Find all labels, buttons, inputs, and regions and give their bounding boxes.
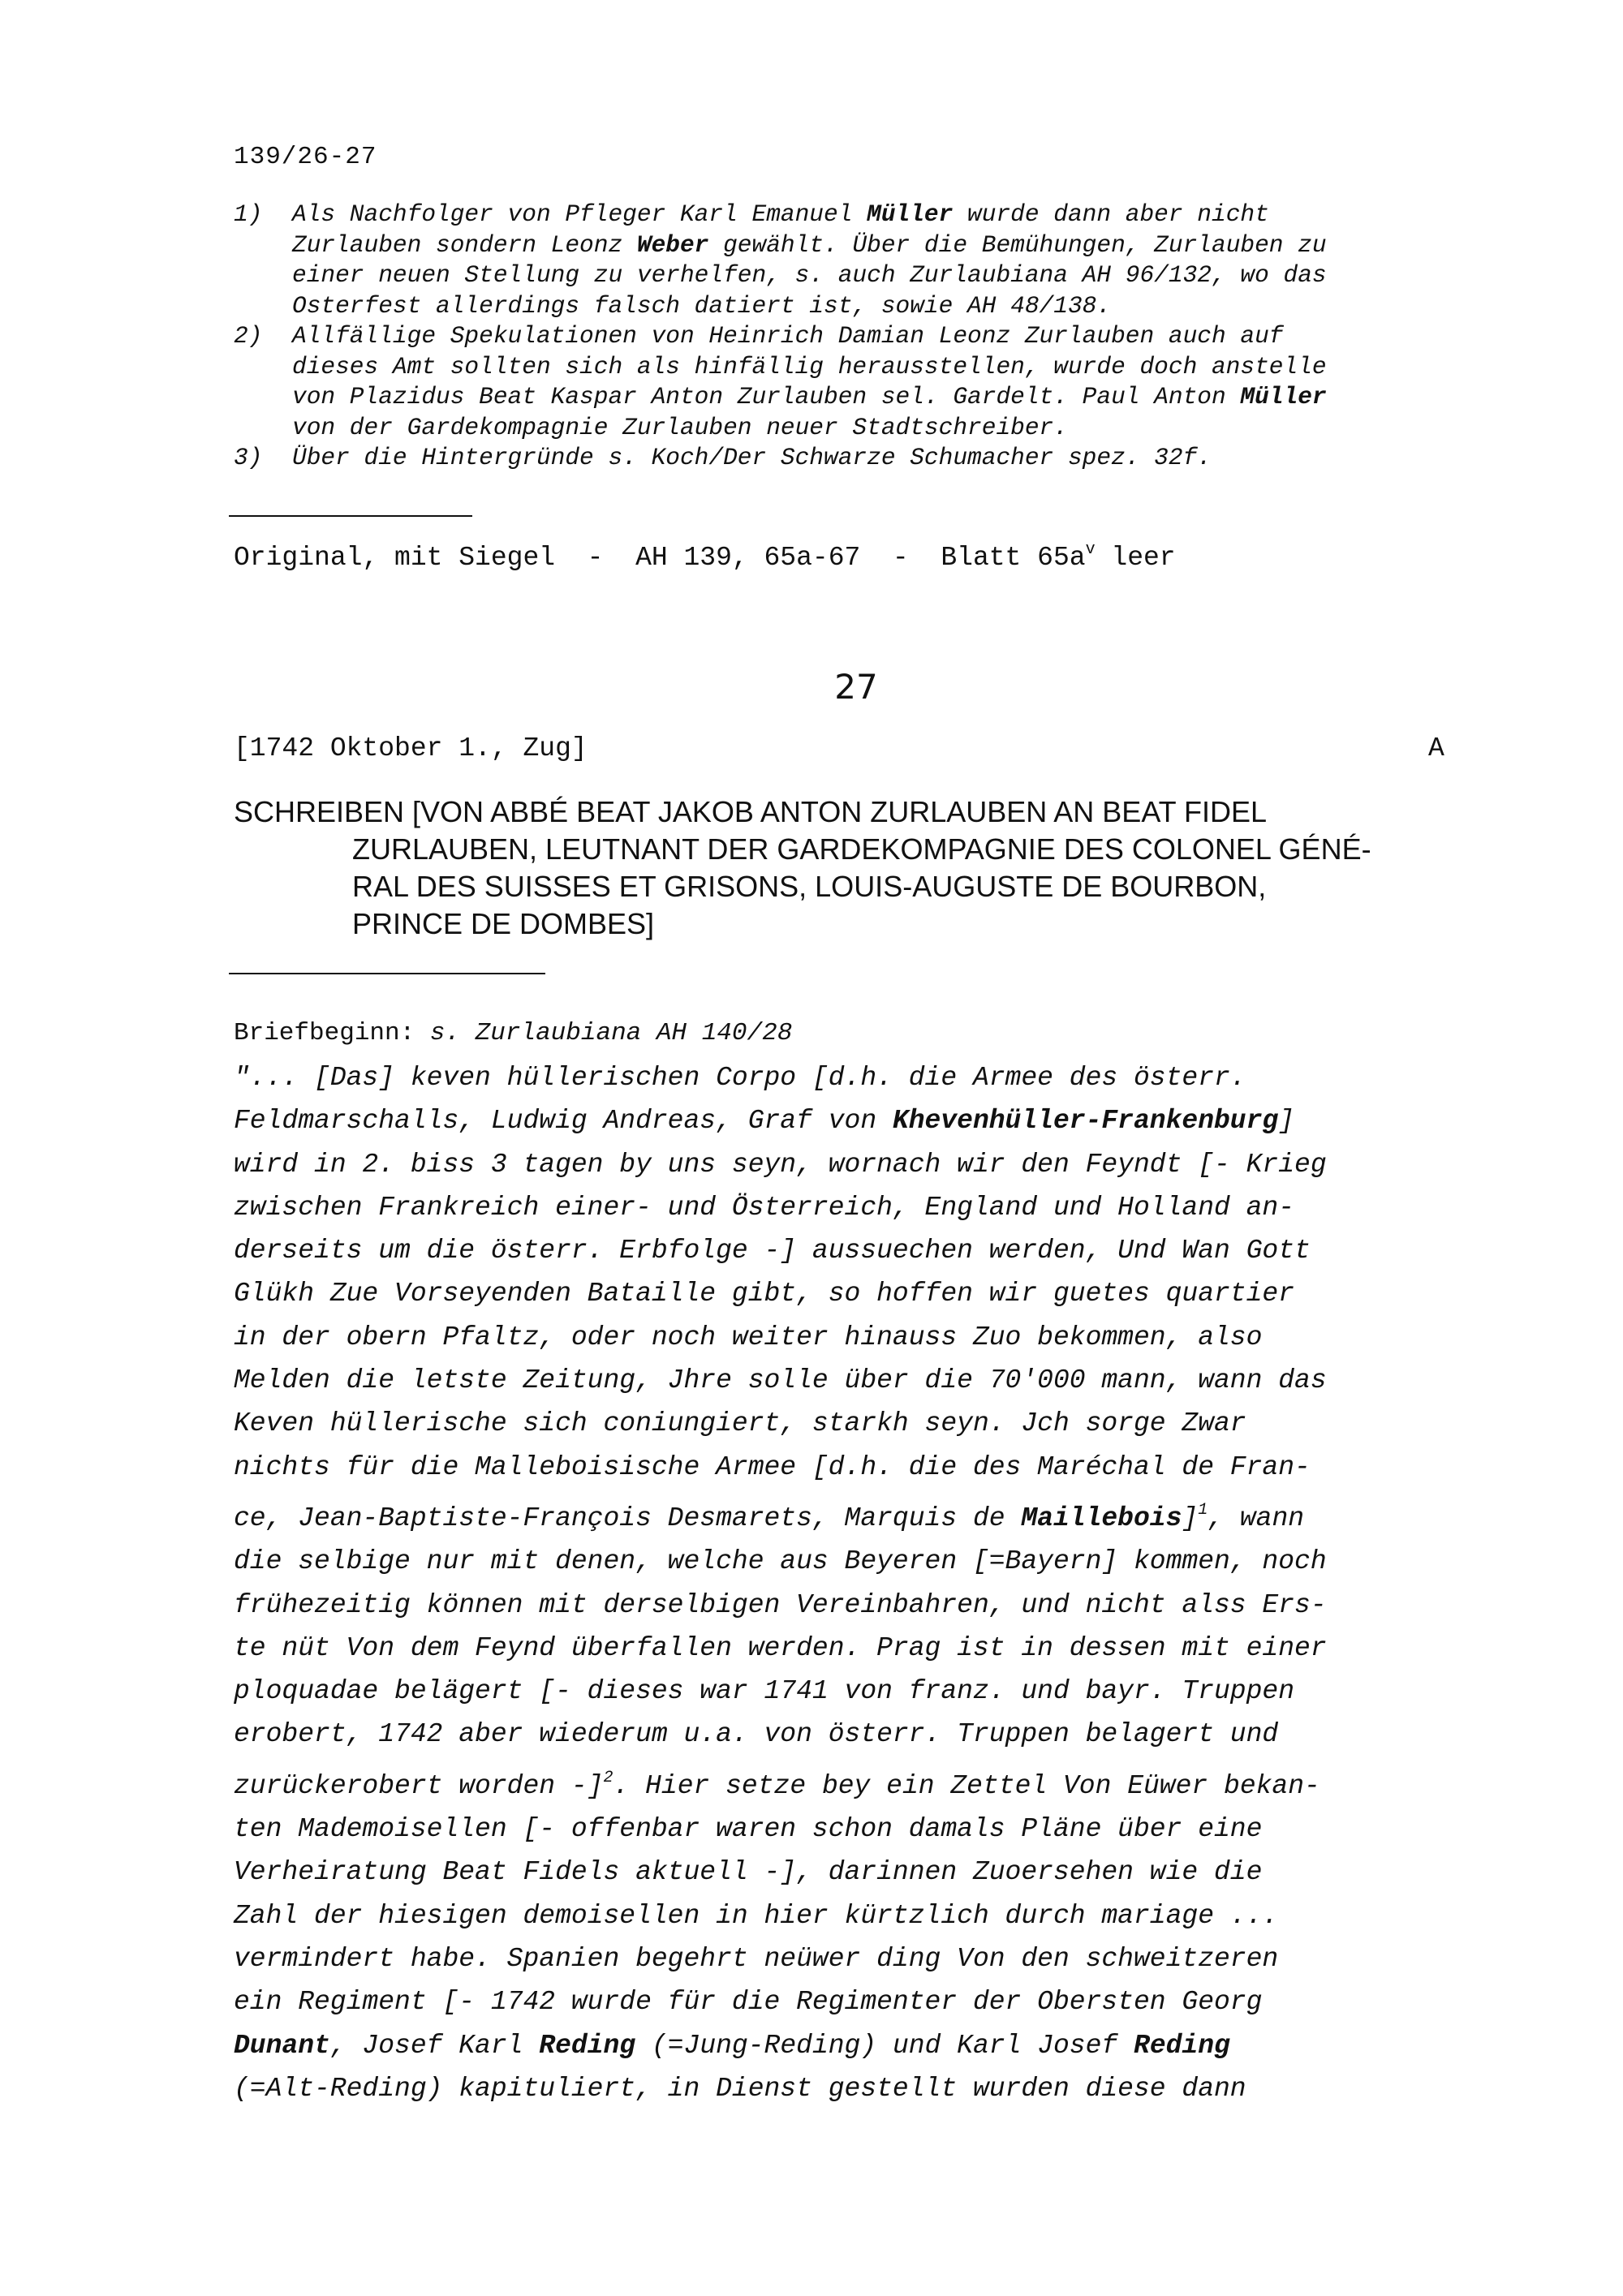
footnote-line [292,230,1500,261]
footnote-number: 1) [234,200,263,228]
body-line [234,1316,1500,1359]
text-segment: in der obern Pfaltz, oder noch weiter hinauss Zuo bekommen, also [234,1322,1263,1352]
incipit-reference: s. Zurlaubiana AH 140/28 [429,1019,793,1047]
text-segment: Zahl der hiesigen demoisellen in hier kürtzlich durch mariage ... [234,1900,1279,1931]
name-bold: Reding [539,2030,636,2061]
text-segment: ein Regiment [- 1742 wurde für die Regimenter der Obersten Georg [234,1987,1263,2018]
body-line [234,1670,1500,1713]
text-segment: nichts für die Malleboisische Armee [d.h. die des Maréchal de Fran- [234,1451,1311,1482]
text-segment: frühezeitig können mit derselbigen Vereinbahren, und nicht alss Ers- [234,1589,1327,1620]
text-segment: Als Nachfolger von Pfleger Karl Emanuel [292,200,867,228]
text-segment: . Hier setze bey ein Zettel Von Eüwer bekan- [613,1770,1320,1801]
body-line [234,1584,1500,1627]
body-line [234,1099,1500,1142]
body-line [234,1937,1500,1980]
text-segment: , Josef Karl [329,2030,540,2061]
text-segment: gewählt. Über die Bemühungen, Zurlauben zu [708,230,1327,259]
source-line [234,540,1176,573]
footnote-line [292,321,1500,352]
footnote-item [234,200,1500,321]
body-line [234,1402,1500,1445]
text-segment: Allfällige Spekulationen von Heinrich Damian Leonz Zurlauben auch auf [292,322,1284,350]
name-bold: Reding [1134,2030,1230,2061]
footnote-text [292,200,1500,321]
source-tail: leer [1095,543,1176,573]
text-segment: wird in 2. biss 3 tagen by uns seyn, wornach wir den Feyndt [- Krieg [234,1149,1327,1180]
text-segment: "... [Das] keven hüllerischen Corpo [d.h. die Armee des österr. [234,1063,1246,1093]
source-superscript: v [1085,540,1096,559]
footnotes [234,200,1500,474]
text-segment: derseits um die österr. Erbfolge -] aussuechen werden, Und Wan Gott [234,1236,1311,1266]
body-line [234,1056,1500,1099]
body-line [234,2024,1500,2067]
text-segment: Feldmarschalls, Ludwig Andreas, Graf von [234,1106,893,1137]
text-segment: zwischen Frankreich einer- und Österreich, England und Holland an- [234,1192,1295,1223]
body-line [234,1229,1500,1272]
body-line [234,1627,1500,1670]
footnote-line [292,291,1500,322]
text-segment: Keven hüllerische sich coniungiert, starkh seyn. Jch sorge Zwar [234,1408,1246,1439]
text-segment: wurde dann aber nicht [953,200,1269,228]
body-line [234,1540,1500,1583]
body-line [234,1980,1500,2023]
body-line [234,1894,1500,1937]
text-segment: Melden die letste Zeitung, Jhre solle über die 70'000 mann, wann das [234,1365,1327,1396]
text-segment: Glükh Zue Vorseyenden Bataille gibt, so hoffen wir guetes quartier [234,1279,1295,1309]
footnote-text [292,443,1500,474]
text-segment: Über die Hintergründe s. Koch/Der Schwarze Schumacher spez. 32f. [292,444,1212,471]
body-line [234,1272,1500,1315]
heading-line: ZURLAUBEN, LEUTNANT DER GARDEKOMPAGNIE DES COLONEL GÉNÉ- [352,832,1371,866]
text-segment: einer neuen Stellung zu verhelfen, s. auch Zurlaubiana AH 96/132, wo das [292,261,1327,289]
body-line [234,1851,1500,1894]
footnote-number: 3) [234,444,263,471]
name-bold: Weber [636,230,709,259]
text-segment: te nüt Von dem Feynd überfallen werden. Prag ist in dessen mit einer [234,1632,1327,1663]
footnote-text [292,321,1500,443]
text-segment: erobert, 1742 aber wiederum u.a. von österr. Truppen belagert und [234,1719,1279,1750]
incipit-label: Briefbeginn: [234,1019,430,1047]
body-line [234,1489,1500,1540]
body-line [234,1756,1500,1808]
text-segment: die selbige nur mit denen, welche aus Beyeren [=Bayern] kommen, noch [234,1546,1327,1577]
body-line [234,1446,1500,1489]
text-segment: ] [1278,1106,1295,1137]
page-reference: 139/26-27 [234,143,377,171]
footnote-line [292,260,1500,291]
text-segment: Verheiratung Beat Fidels aktuell -], darinnen Zuoersehen wie die [234,1857,1263,1888]
text-segment: Osterfest allerdings falsch datiert ist, sowie AH 48/138. [292,291,1112,320]
body-line [234,1808,1500,1851]
text-segment: (=Jung-Reding) und Karl Josef [635,2030,1134,2061]
text-segment: (=Alt-Reding) kapituliert, in Dienst gestellt wurden diese dann [234,2073,1246,2104]
text-segment: ce, Jean-Baptiste-François Desmarets, Marquis de [234,1503,1022,1533]
text-segment: von der Gardekompagnie Zurlauben neuer Stadtschreiber. [292,413,1068,441]
name-bold: Maillebois [1021,1503,1182,1533]
footnote-reference: 1 [1198,1500,1208,1520]
name-bold: Khevenhüller-Frankenburg [892,1106,1279,1137]
footnote-reference: 2 [603,1768,613,1787]
footnote-number: 2) [234,322,263,350]
text-segment: , wann [1208,1503,1305,1533]
name-bold: Dunant [234,2030,330,2061]
text-segment: ten Mademoisellen [- offenbar waren schon damals Pläne über eine [234,1814,1263,1845]
document-number: 27 [834,667,878,707]
footnote-item [234,321,1500,443]
text-segment: ] [1182,1503,1199,1533]
text-segment: ploquadae belägert [- dieses war 1741 von franz. und bayr. Truppen [234,1676,1295,1707]
body-line [234,2067,1500,2110]
name-bold: Müller [1240,383,1327,411]
body-line [234,1359,1500,1402]
text-segment: dieses Amt sollten sich als hinfällig herausstellen, wurde doch anstelle [292,352,1327,381]
text-segment: von Plazidus Beat Kaspar Anton Zurlauben sel. Gardelt. Paul Anton [292,383,1241,411]
footnote-line [292,382,1500,413]
footnote-line [292,413,1500,444]
footnote-line [292,200,1500,230]
footnote-item [234,443,1500,474]
document-category: A [1428,733,1444,763]
heading-line: PRINCE DE DOMBES] [352,907,655,940]
footnote-divider [229,515,472,517]
body-line [234,1143,1500,1186]
footnote-line [292,443,1500,474]
text-segment: vermindert habe. Spanien begehrt neüwer ding Von den schweitzeren [234,1943,1279,1974]
letter-body [234,1056,1500,2110]
body-line [234,1713,1500,1756]
text-segment: Zurlauben sondern Leonz [292,230,637,259]
heading-line: RAL DES SUISSES ET GRISONS, LOUIS-AUGUSTE DE BOURBON, [352,870,1267,903]
heading-line: SCHREIBEN [VON ABBÉ BEAT JAKOB ANTON ZURLAUBEN AN BEAT FIDEL [234,795,1268,828]
source-text: Original, mit Siegel - AH 139, 65a-67 - Blatt 65a [234,543,1086,573]
text-segment: zurückerobert worden -] [234,1770,604,1801]
incipit [234,1019,792,1047]
name-bold: Müller [867,200,954,228]
document-heading [234,793,1500,943]
body-line [234,1186,1500,1229]
footnote-line [292,352,1500,383]
dateline: [1742 Oktober 1., Zug] [234,733,588,763]
heading-divider [229,973,545,974]
